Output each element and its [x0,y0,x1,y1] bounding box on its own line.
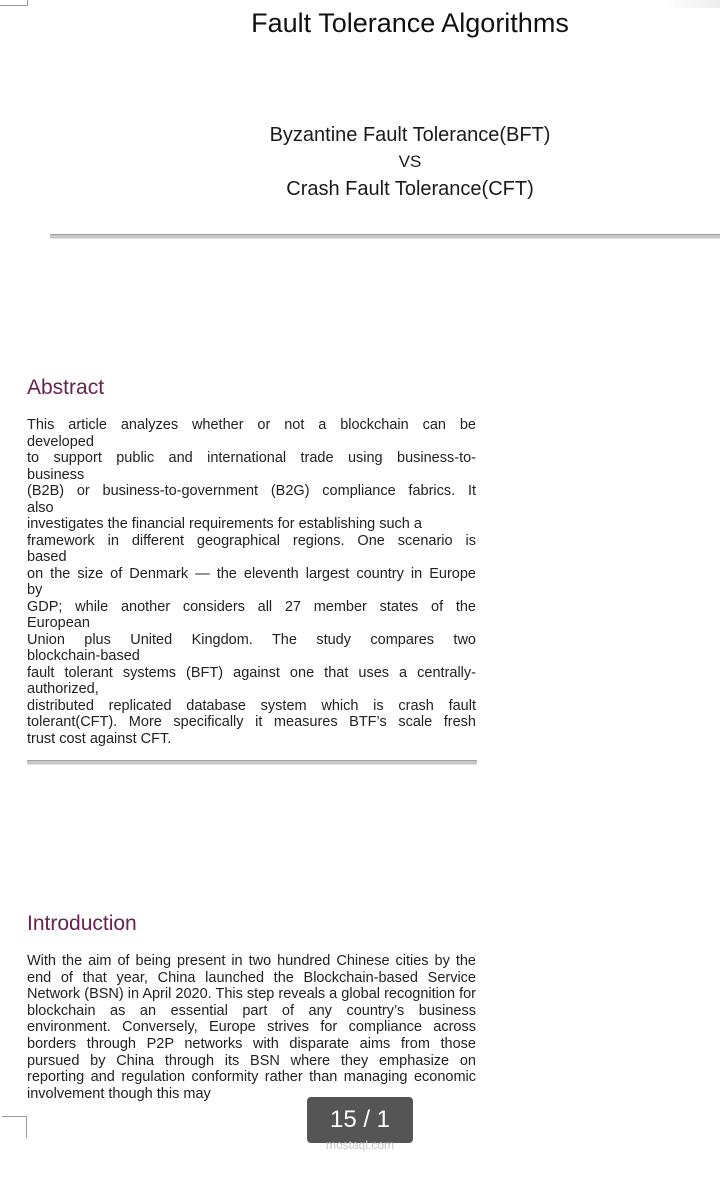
abstract-line: on the size of Denmark — the eleventh largest country in Europe [27,565,476,582]
abstract-line: investigates the financial requirements for establishing such a [27,516,422,532]
abstract-line: fault tolerant systems (BFT) against one that uses a centrally- [27,664,476,681]
page-number-indicator[interactable]: 15 / 1 [307,1097,413,1143]
abstract-line: authorized, [27,681,99,697]
abstract-line: to support public and international trade using business-to- [27,450,476,466]
subtitle-bft: Byzantine Fault Tolerance(BFT) [269,124,551,146]
abstract-line: based [27,549,67,565]
abstract-line: business [27,466,85,483]
subtitle-vs: VS [398,152,422,171]
subtitle-cft: Crash Fault Tolerance(CFT) [286,178,534,200]
abstract-line: (B2B) or business-to-government (B2G) compliance fabrics. It [27,483,476,499]
abstract-line: GDP; while another considers all 27 member states of the [27,598,476,615]
abstract-line: blockchain-based [27,648,140,664]
page-corner-mark-top [0,0,28,6]
watermark-text: mostaql.com [325,1138,395,1152]
abstract-line: European [27,615,90,631]
abstract-line: by [27,582,43,598]
abstract-line: developed [27,433,94,450]
document-title: Fault Tolerance Algorithms [251,8,569,38]
abstract-line: trust cost against CFT. [27,730,172,747]
page-curl-shadow [660,0,720,8]
abstract-line: distributed replicated database system which is crash fault [27,697,476,714]
abstract-line: Union plus United Kingdom. The study compares two [27,631,476,648]
abstract-line: This article analyzes whether or not a blockchain can be [27,417,476,433]
abstract-line: tolerant(CFT). More specifically it measures BTF’s scale fresh [27,714,476,730]
section-divider [27,760,477,765]
abstract-heading: Abstract [27,376,105,399]
title-divider [50,234,720,239]
abstract-line: framework in different geographical regions. One scenario is [27,532,476,549]
abstract-line: also [27,499,54,516]
introduction-body: With the aim of being present in two hundred Chinese cities by the end of that year, China launched the Blockchain-based Service Network (BSN) in April 2020. This step reveals a global recognition for blockchain as an essential part of any country’s business environment. Conversely, Europe strives for compliance across borders through P2P networks with disparate aims from those pursued by China through its BSN where they emphasize on reporting and regulation conformity rather than managing economic involvement though this may [27,953,476,1102]
abstract-body [27,417,476,747]
page-corner-mark-bottom [2,1116,27,1138]
introduction-heading: Introduction [27,912,137,935]
